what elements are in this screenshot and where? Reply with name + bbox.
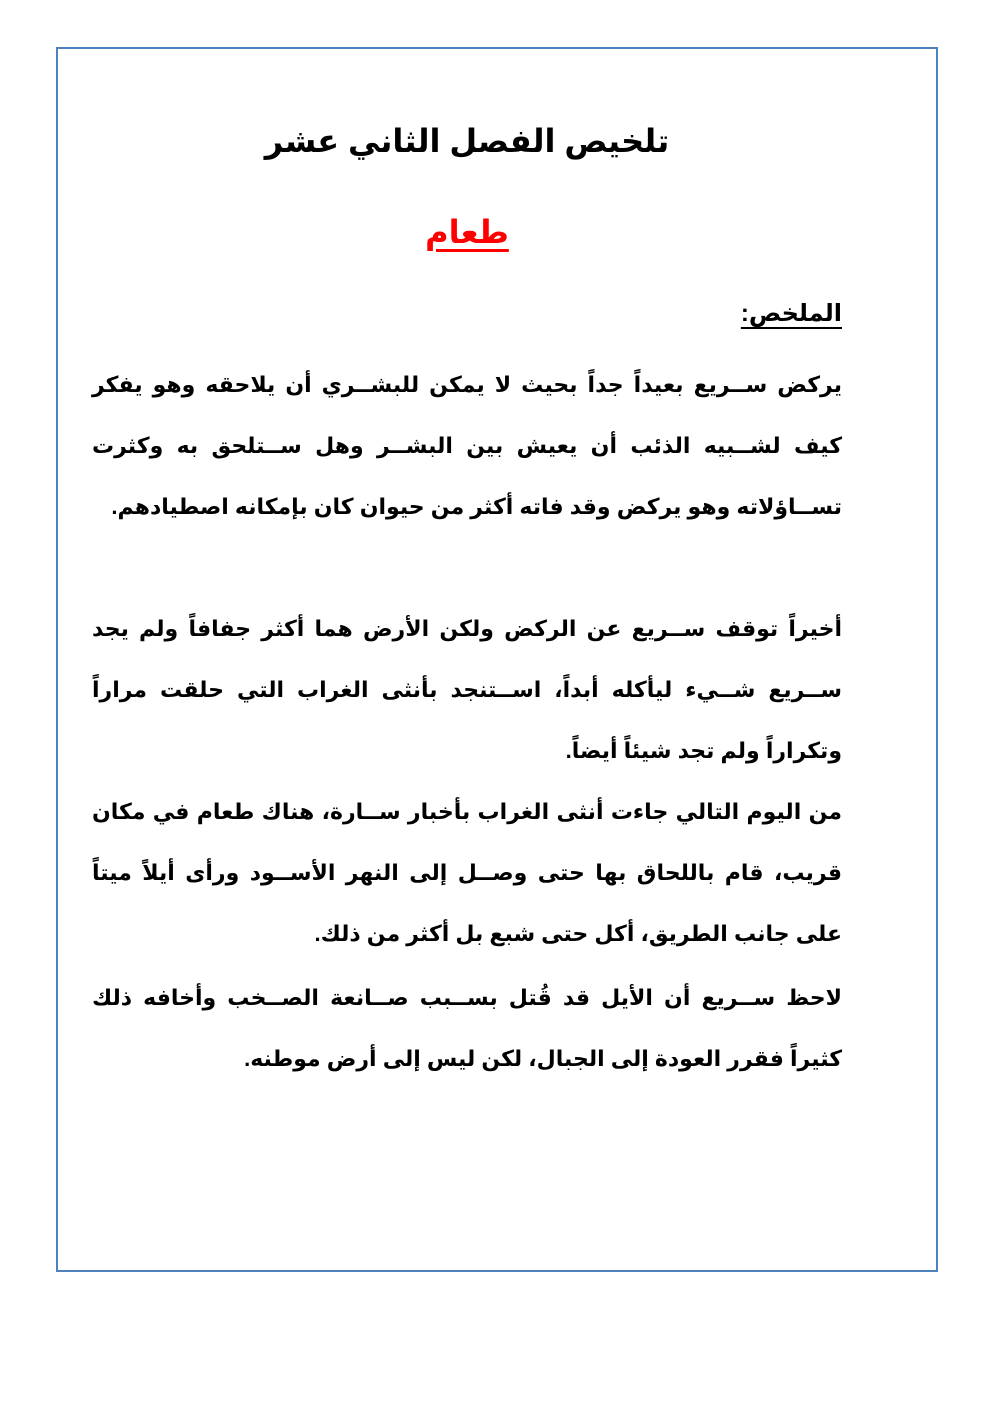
summary-heading: الملخص: [740, 300, 842, 327]
summary-paragraph-2: أخيراً توقف ســريع عن الركض ولكن الأرض هما أكثر جفافاً ولم يجد ســريع شــيء ليأكله أبداً، اســتنجد بأنثى الغراب التي حلقت مراراً وتكراراً ولم تجد شيئاً أيضاً. [92, 616, 842, 763]
summary-paragraph-1: يركض ســريع بعيداً جداً بحيث لا يمكن للبشــري أن يلاحقه وهو يفكر كيف لشــبيه الذئب أن يعيش بين البشــر وهل ســتلحق به وكثرت تســاؤلاته وهو يركض وقد فاته أكثر من حيوان كان بإمكانه اصطيادهم. [92, 372, 842, 519]
subtitle-text: طعام [425, 214, 509, 250]
document-subtitle [92, 213, 842, 251]
document-title: تلخيص الفصل الثاني عشر [264, 123, 670, 159]
summary-paragraph-4: لاحظ ســريع أن الأيل قد قُتل بســبب صــانعة الصــخب وأخافه ذلك كثيراً فقرر العودة إلى الجبال، لكن ليس إلى أرض موطنه. [92, 985, 842, 1071]
summary-paragraph-3: من اليوم التالي جاءت أنثى الغراب بأخبار ســارة، هناك طعام في مكان قريب، قام باللحاق بها حتى وصــل إلى النهر الأســود ورأى أيلاً ميتاً على جانب الطريق، أكل حتى شبع بل أكثر من ذلك. [92, 799, 842, 946]
